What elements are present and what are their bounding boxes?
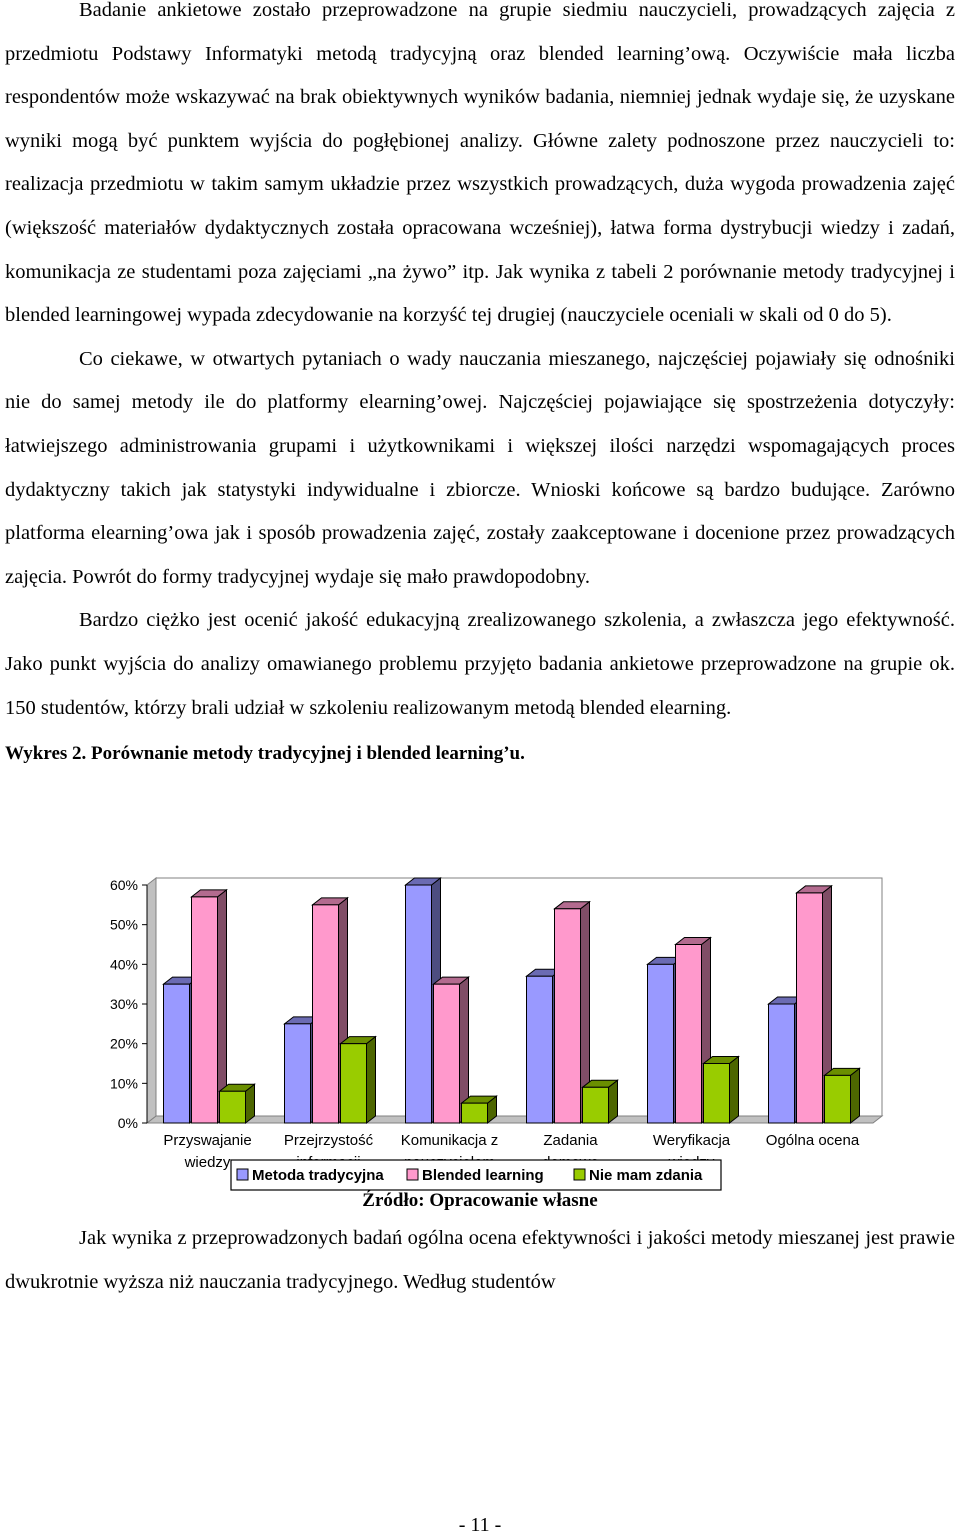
bar-chart-svg: [5, 792, 955, 1192]
bar: [341, 1044, 367, 1123]
bar: [220, 1091, 246, 1123]
bar: [676, 945, 702, 1124]
y-tick-label: 60%: [109, 877, 138, 894]
paragraph-2: Co ciekawe, w otwartych pytaniach o wady nauczania mieszanego, najczęściej pojawiały się odnośniki nie do samej metody ile do platformy elearning’owej. Najczęściej pojawiające się spostrzeżenia dotyczyły: łatwiejszego administrowania grupami i użytkownikami i większej ilości narzędzi wspomagających proces dydaktyczny takich jak statystyki indywidualne i zbiorcze. Wnioski końcowe są bardzo budujące. Zarówno platforma elearning’owa jak i sposób prowadzenia zajęć, zostały zaakceptowane i docenione przez prowadzących zajęcia. Powrót do formy tradycyjnej wydaje się mało prawdopodobny.: [5, 347, 955, 588]
bar: [462, 1103, 488, 1123]
bar: [583, 1087, 609, 1123]
legend-swatch: [407, 1169, 418, 1180]
legend-swatch: [574, 1169, 585, 1180]
closing-paragraph: Jak wynika z przeprowadzonych badań ogólna ocena efektywności i jakości metody mieszanej jest prawie dwukrotnie wyższa niż nauczania tradycyjnego. Według studentów: [5, 1227, 955, 1293]
x-category-label: Komunikacja z: [400, 1132, 499, 1150]
bar: [285, 1024, 311, 1123]
y-tick-label: 30%: [109, 996, 138, 1013]
page-number: - 11 -: [458, 1514, 502, 1536]
bar: [648, 964, 674, 1123]
bar: [434, 984, 460, 1123]
y-tick-label: 20%: [109, 1035, 138, 1052]
bar: [313, 905, 339, 1123]
paragraph-3: Bardzo ciężko jest ocenić jakość edukacyjną zrealizowanego szkolenia, a zwłaszcza jego efektywność. Jako punkt wyjścia do analizy omawianego problemu przyjęto badania ankietowe przeprowadzone na grupie ok. 150 studentów, którzy brali udział w szkoleniu realizowanym metodą blended elearning.: [5, 609, 955, 719]
bar: [527, 976, 553, 1123]
chart-side-wall: [147, 878, 156, 1123]
bar: [192, 897, 218, 1123]
y-tick-label: 50%: [109, 916, 138, 933]
x-category-label: Ogólna ocena: [765, 1132, 860, 1150]
bar-side: [851, 1068, 860, 1123]
bar: [406, 885, 432, 1123]
bar: [704, 1064, 730, 1124]
x-category-label: Weryfikacja: [652, 1132, 731, 1150]
bar-side: [730, 1057, 739, 1124]
y-tick-label: 10%: [109, 1075, 138, 1092]
x-category-label: Przejrzystość: [283, 1132, 374, 1150]
bar-chart: [5, 792, 955, 1192]
bar-side: [367, 1037, 376, 1123]
paragraph-1: Badanie ankietowe zostało przeprowadzone na grupie siedmiu nauczycieli, prowadzących zajęcia z przedmiotu Podstawy Informatyki metodą tradycyjną oraz blended learning’ową. Oczywiście mała liczba respondentów może wskazywać na brak obiektywnych wyników badania, niemniej jednak wydaje się, że uzyskane wyniki mogą być punktem wyjścia do pogłębionej analizy. Główne zalety podnoszone przez nauczycieli to: realizacja przedmiotu w takim samym układzie przez wszystkich prowadzących, duża wygoda prowadzenia zajęć (większość materiałów dydaktycznych została opracowana wcześniej), łatwa forma dystrybucji wiedzy i zadań, komunikacja ze studentami poza zajęciami „na żywo” itp. Jak wynika z tabeli 2 porównanie metody tradycyjnej i blended learningowej wypada zdecydowanie na korzyść tej drugiej (nauczyciele oceniali w skali od 0 do 5).: [5, 0, 955, 327]
bar: [555, 909, 581, 1123]
bar: [769, 1004, 795, 1123]
legend-label: Metoda tradycyjna: [252, 1167, 384, 1185]
document-page: [5, 0, 955, 1304]
y-tick-label: 40%: [109, 956, 138, 973]
x-category-label: Zadania: [543, 1132, 598, 1150]
figure-source: Źródło: Opracowanie własne: [362, 1190, 598, 1212]
bar: [797, 893, 823, 1123]
legend-label: Nie mam zdania: [589, 1167, 703, 1185]
figure-caption: Wykres 2. Porównanie metody tradycyjnej i blended learning’u.: [5, 743, 525, 765]
legend-swatch: [237, 1169, 248, 1180]
y-tick-label: 0%: [117, 1115, 138, 1132]
x-category-label: wiedzy: [184, 1154, 231, 1172]
legend-label: Blended learning: [422, 1167, 544, 1185]
bar: [825, 1075, 851, 1123]
x-category-label: Przyswajanie: [163, 1132, 252, 1150]
bar: [164, 984, 190, 1123]
